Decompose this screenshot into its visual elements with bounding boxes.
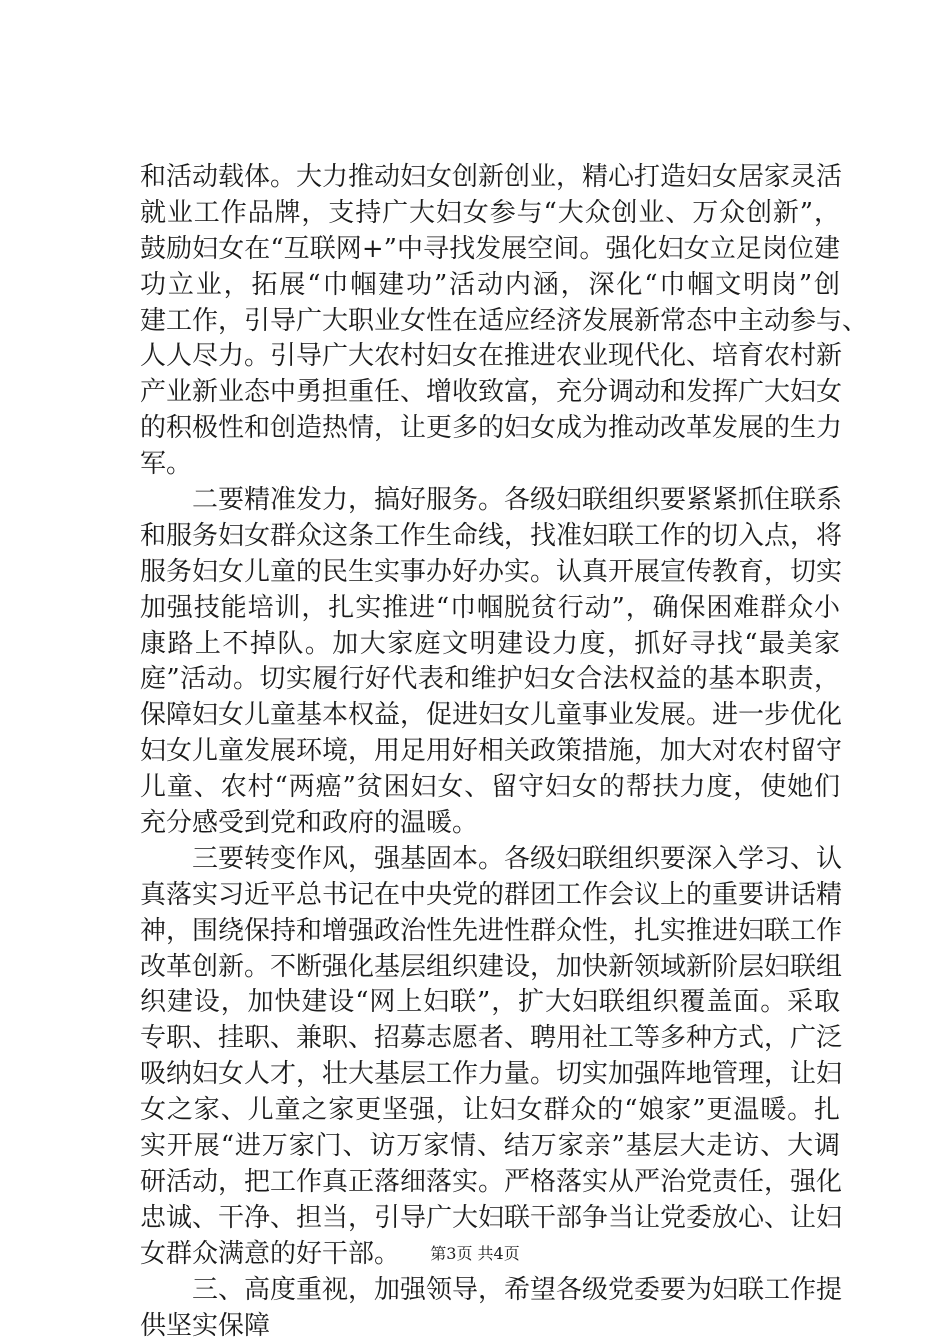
text-line: 充分感受到党和政府的温暖。 [140,808,479,839]
text-line: 鼓励妇女在“互联网+”中寻找发展空间。强化妇女立足岗位建 [140,233,840,264]
text-line: 康路上不掉队。加大家庭文明建设力度，抓好寻找“最美家 [140,628,840,659]
text-line: 儿童、农村“两癌”贫困妇女、留守妇女的帮扶力度，使她们 [140,772,840,803]
text-line: 产业新业态中勇担重任、增收致富，充分调动和发挥广大妇女 [140,377,843,408]
paragraph-first-line: 三要转变作风，强基固本。各级妇联组织要深入学习、认 [192,843,843,874]
text-line: 就业工作品牌，支持广大妇女参与“大众创业、万众创新”， [140,197,840,228]
paragraph-first-line: 二要精准发力，搞好服务。各级妇联组织要紧紧抓住联系 [192,485,843,516]
text-line: 实开展“进万家门、访万家情、结万家亲”基层大走访、大调 [140,1131,840,1162]
text-line: 专职、挂职、兼职、招募志愿者、聘用社工等多种方式，广泛 [140,1023,843,1054]
text-line: 妇女儿童发展环境，用足用好相关政策措施，加大对农村留守 [140,736,843,767]
text-line: 加强技能培训，扎实推进“巾帼脱贫行动”，确保困难群众小 [140,592,840,623]
text-line: 吸纳妇女人才，壮大基层工作力量。切实加强阵地管理，让妇 [140,1059,843,1090]
text-line: 研活动，把工作真正落细落实。严格落实从严治党责任，强化 [140,1166,843,1197]
text-line: 服务妇女儿童的民生实事办好办实。认真开展宣传教育，切实 [140,556,843,587]
text-line: 建工作，引导广大职业女性在适应经济发展新常态中主动参与、 [140,305,869,336]
text-line: 军。 [140,449,193,480]
text-line: 织建设，加快建设“网上妇联”，扩大妇联组织覆盖面。采取 [140,987,840,1018]
text-line: 女之家、儿童之家更坚强，让妇女群众的“娘家”更温暖。扎 [140,1095,840,1126]
text-line: 神，围绕保持和增强政治性先进性群众性，扎实推进妇联工作 [140,915,843,946]
text-line: 女群众满意的好干部。 [140,1238,401,1269]
text-line: 供坚实保障 [140,1310,271,1341]
text-line: 真落实习近平总书记在中央党的群团工作会议上的重要讲话精 [140,879,843,910]
text-line: 功立业，拓展“巾帼建功”活动内涵，深化“巾帼文明岗”创 [140,269,840,300]
text-line: 和活动载体。大力推动妇女创新创业，精心打造妇女居家灵活 [140,162,843,192]
text-line: 庭”活动。切实履行好代表和维护妇女合法权益的基本职责， [140,664,840,695]
text-line: 保障妇女儿童基本权益，促进妇女儿童事业发展。进一步优化 [140,700,843,731]
section-heading: 三、高度重视，加强领导，希望各级党委要为妇联工作提 [192,1274,843,1305]
text-line: 和服务妇女群众这条工作生命线，找准妇联工作的切入点，将 [140,520,843,551]
text-line: 忠诚、干净、担当，引导广大妇联干部争当让党委放心、让妇 [140,1202,843,1233]
text-line: 的积极性和创造热情，让更多的妇女成为推动改革发展的生力 [140,413,843,444]
document-body [140,160,869,1344]
text-line: 改革创新。不断强化基层组织建设，加快新领域新阶层妇联组 [140,951,843,982]
page-number-footer: 第3页 共4页 [430,1244,520,1263]
text-line: 人人尽力。引导广大农村妇女在推进农业现代化、培育农村新 [140,341,843,372]
